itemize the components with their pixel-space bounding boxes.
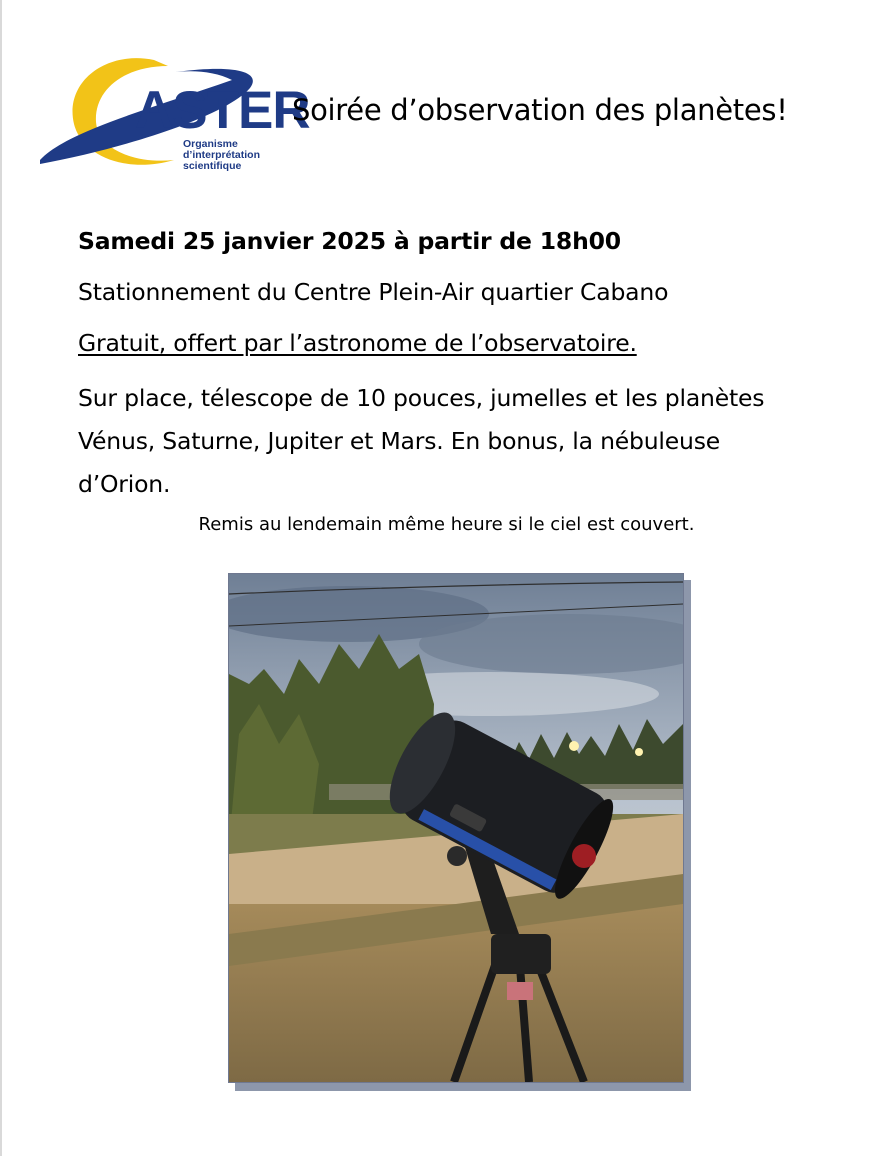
logo-subtitle — [183, 139, 260, 172]
event-date: Samedi 25 janvier 2025 à partir de 18h00 — [78, 227, 621, 255]
details-line: Sur place, télescope de 10 pouces, jumelles et les planètes — [78, 384, 765, 412]
event-details — [78, 377, 798, 506]
logo-subtitle-line: Organisme — [183, 138, 238, 150]
event-location: Stationnement du Centre Plein-Air quartier Cabano — [78, 278, 669, 306]
weather-note: Remis au lendemain même heure si le ciel est couvert. — [198, 514, 695, 535]
page-border — [0, 0, 2, 1156]
logo-subtitle-line: d’interprétation — [183, 149, 261, 161]
details-line: d’Orion. — [78, 470, 171, 498]
details-line: Vénus, Saturne, Jupiter et Mars. En bonus, la nébuleuse — [78, 427, 721, 455]
event-title: Soirée d’observation des planètes! — [292, 93, 788, 127]
logo-wordmark: ASTER — [135, 81, 310, 140]
telescope-photo — [228, 573, 684, 1083]
telescope-photo-illustration — [229, 574, 683, 1082]
logo-subtitle-line: scientifique — [183, 160, 242, 172]
aster-logo — [36, 52, 310, 182]
event-price: Gratuit, offert par l’astronome de l’observatoire. — [78, 329, 637, 357]
